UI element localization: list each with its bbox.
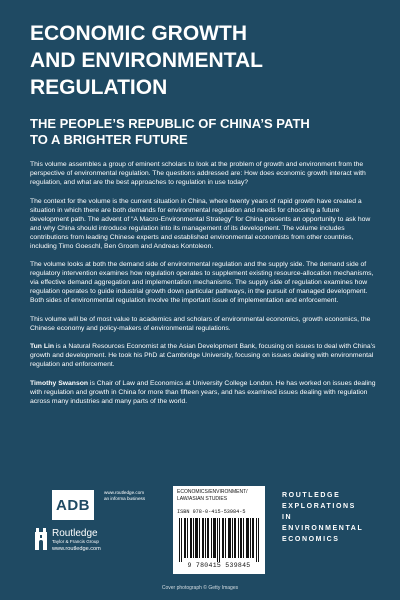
barcode-icon [177,518,261,562]
routledge-wordmark [52,528,101,553]
subtitle-line: TO A BRIGHTER FUTURE [30,132,188,147]
routledge-tower-icon [34,528,48,550]
book-title [30,20,380,101]
adb-logo: ADB [52,490,94,520]
blurb-paragraph: The context for the volume is the current situation in China, where twenty years of rapid growth have created a situation in which there are both demands for environmental regulation and needs for choosing a future development path. The advent of “A Macro-Environmental Strategy” for China presents an opportunity to ask how and why China should introduce regulation into its management of its development. The volume includes contributions from leading Chinese experts and established environmental economists from other countries, including Timo Goeschl, Ben Groom and Andreas Kontoleon. [30,197,371,250]
series-line: ECONOMICS [282,536,340,543]
informa-tagline: an informa business [104,496,146,501]
publisher-url[interactable]: www.routledge.com [52,546,101,552]
barcode-panel [173,486,265,574]
publisher-group: Taylor & Francis Group [52,539,99,544]
title-line: ECONOMIC GROWTH [30,22,247,45]
blurb-paragraph: This volume assembles a group of eminent scholars to look at the problem of growth and environment from the perspective of environmental regulation. The questions addressed are: How does economic growth interact with regulation, and what are the best approaches to regulation in use today? [30,161,366,186]
author-bio-text: is a Natural Resources Economist at the Asian Development Bank, focusing on issues to deal with China’s growth and development. He took his PhD at Cambridge University, focusing on issues dealing with environmental regulation and enforcement. [30,343,376,368]
title-line: AND ENVIRONMENTAL [30,49,263,72]
series-line: ROUTLEDGE [282,492,341,499]
series-line: EXPLORATIONS [282,503,356,510]
publisher-name: Routledge [52,528,98,539]
classification-line: ECONOMICS/ENVIRONMENT/ [177,489,248,495]
blurb [30,160,380,415]
series-line: IN [282,514,293,521]
barcode-digits: 9 780415 539845 [187,562,251,569]
subtitle-line: THE PEOPLE’S REPUBLIC OF CHINA’S PATH [30,116,310,131]
series-line: ENVIRONMENTAL [282,525,364,532]
classification-line: LAW/ASIAN STUDIES [177,495,228,502]
author-bio [30,342,380,369]
photo-credit: Cover photograph © Getty Images [161,585,239,591]
blurb-paragraph: This volume will be of most value to academics and scholars of environmental economics, growth economics, the Chinese economy and policy-makers of environmental regulations. [30,315,371,332]
blurb-paragraph: The volume looks at both the demand side of environmental regulation and the supply side. The demand side of regulatory intervention examines how regulation operates to supplement existing resource-allocation mechanisms, via effective demand aggregation and implementation mechanisms. The supply side of regulation examines how regulation operates to guide industrial growth down particular pathways, in the pursuit of managed development. Both sides of environmental regulation involve the important issue of implementation and enforcement. [30,261,374,304]
series-name [282,490,392,545]
author-name: Timothy Swanson [30,379,89,387]
publisher-url-block [104,490,145,502]
author-bio [30,379,380,406]
isbn-text: ISBN 978-0-415-53984-5 [177,509,246,515]
publisher-url[interactable]: www.routledge.com [104,490,145,495]
author-name: Tun Lin [30,343,55,350]
book-subtitle [30,116,380,148]
author-bio-text: is Chair of Law and Economics at University College London. He has worked on issues dealing with regulation and growth in China for more than fifteen years, and has examined issues dealing with regulation across many industries and many parts of the world. [30,379,376,405]
subject-classification [177,489,248,502]
title-line: REGULATION [30,76,168,99]
